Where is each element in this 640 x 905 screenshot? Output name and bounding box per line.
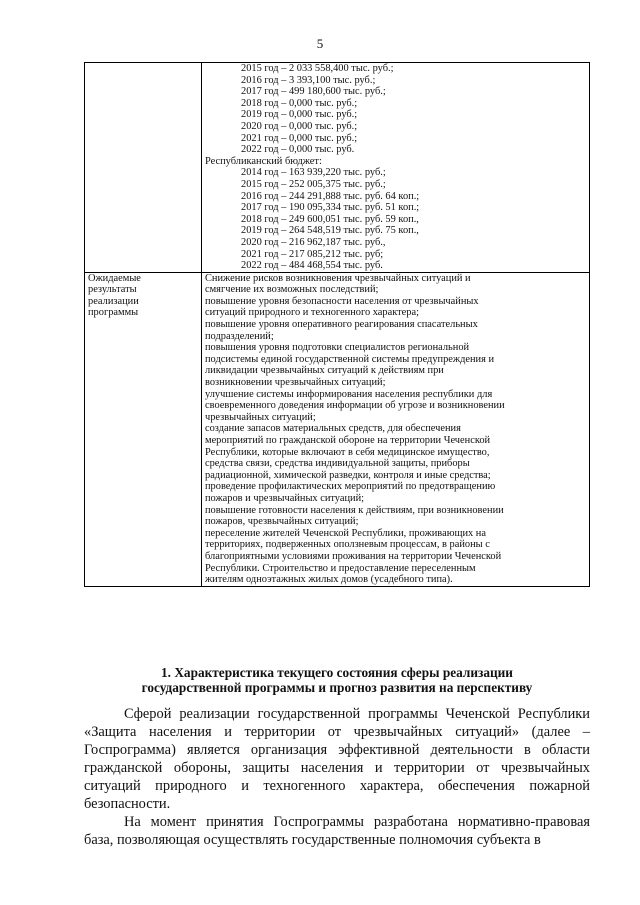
funding-line: 2018 год – 249 600,051 тыс. руб. 59 коп., — [241, 213, 419, 225]
funding-line: 2016 год – 244 291,888 тыс. руб. 64 коп.; — [241, 190, 420, 202]
funding-line: 2020 год – 216 962,187 тыс. руб., — [241, 236, 386, 248]
result-line: Снижение рисков возникновения чрезвычайных ситуаций и — [205, 272, 471, 284]
result-line: средства связи, средства индивидуальной защиты, приборы — [205, 458, 470, 470]
section-heading — [84, 665, 590, 695]
result-line: жителям одноэтажных жилых домов (усадебного типа). — [205, 574, 453, 586]
funding-line: 2021 год – 217 085,212 тыс. руб; — [241, 248, 384, 260]
result-line: возникновении чрезвычайных ситуаций; — [205, 377, 386, 389]
funding-line: 2015 год – 2 033 558,400 тыс. руб.; — [241, 63, 394, 74]
result-line: территориях, подверженных оползневым процессам, в районы с — [205, 539, 490, 551]
funding-line: 2020 год – 0,000 тыс. руб.; — [241, 120, 358, 132]
funding-line: 2015 год – 252 005,375 тыс. руб.; — [241, 178, 386, 190]
section-heading-line-1: 1. Характеристика текущего состояния сферы реализации — [161, 665, 513, 680]
funding-line: 2017 год – 190 095,334 тыс. руб. 51 коп.; — [241, 202, 420, 214]
result-line: ликвидации чрезвычайных ситуаций к действиям при — [205, 365, 444, 377]
label-line: программы — [88, 307, 139, 319]
result-line: улучшение системы информирования населения республики для — [205, 388, 493, 400]
funding-line: 2021 год – 0,000 тыс. руб.; — [241, 132, 358, 144]
body-text — [84, 705, 590, 849]
label-line: реализации — [88, 295, 139, 307]
funding-line: 2017 год – 499 180,600 тыс. руб.; — [241, 86, 386, 98]
result-line: подразделений; — [205, 330, 274, 342]
republic-funding-list — [205, 167, 586, 271]
funding-line: 2018 год – 0,000 тыс. руб.; — [241, 97, 358, 109]
result-line: Республики, которые включают в себя медицинское имущество, — [205, 446, 490, 458]
results-label-cell — [85, 272, 202, 586]
table-row-results — [85, 272, 590, 586]
results-value-cell — [202, 272, 590, 586]
table-row-funding — [85, 63, 590, 273]
funding-value-cell — [202, 63, 590, 273]
result-line: повышения уровня подготовки специалистов региональной — [205, 342, 470, 354]
result-line: Республики. Строительство и предоставление переселенным — [205, 562, 476, 574]
funding-line: 2019 год – 0,000 тыс. руб.; — [241, 109, 358, 121]
program-passport-table — [84, 62, 590, 587]
result-line: мероприятий по гражданской обороне на территории Чеченской — [205, 435, 491, 446]
funding-line: 2014 год – 163 939,220 тыс. руб.; — [241, 167, 386, 179]
result-line: переселение жителей Чеченской Республики, проживающих на — [205, 527, 486, 539]
label-line: Ожидаемые — [88, 272, 141, 284]
results-list — [205, 273, 586, 586]
republic-budget-heading: Республиканский бюджет: — [205, 155, 322, 167]
funding-line: 2016 год – 3 393,100 тыс. руб.; — [241, 74, 376, 86]
result-line: благоприятными условиями проживания на территории Чеченской — [205, 550, 502, 562]
funding-line: 2022 год – 484 468,554 тыс. руб. — [241, 260, 383, 272]
result-line: повышение уровня безопасности населения от чрезвычайных — [205, 295, 479, 307]
result-line: повышение уровня оперативного реагирования спасательных — [205, 319, 478, 331]
section-heading-line-2: государственной программы и прогноз развития на перспективу — [141, 680, 533, 695]
paragraph: На момент принятия Госпрограммы разработана нормативно-правовая база, позволяющая осуществлять государственные полномочия субъекта в — [84, 814, 590, 848]
label-line: результаты — [88, 284, 137, 296]
page-number: 5 — [316, 36, 324, 51]
result-line: повышение готовности населения к действиям, при возникновении — [205, 504, 504, 516]
funding-label-cell — [85, 63, 202, 273]
result-line: пожаров и чрезвычайных ситуаций; — [205, 492, 365, 504]
result-line: ситуаций природного и техногенного характера; — [205, 307, 419, 319]
result-line: радиационной, химической разведки, контроля и иные средства; — [205, 469, 491, 481]
funding-line: 2022 год – 0,000 тыс. руб. — [241, 144, 355, 156]
result-line: своевременного доведения информации об угрозе и возникновении — [205, 400, 505, 412]
result-line: чрезвычайных ситуаций; — [205, 411, 316, 423]
result-line: проведение профилактических мероприятий по предотвращению — [205, 481, 496, 493]
federal-funding-list — [205, 63, 586, 156]
result-line: подсистемы единой государственной системы предупреждения и — [205, 353, 495, 365]
funding-line: 2019 год – 264 548,519 тыс. руб. 75 коп., — [241, 225, 419, 237]
result-line: создание запасов материальных средств, для обеспечения — [205, 423, 461, 435]
result-line: пожаров, чрезвычайных ситуаций; — [205, 516, 359, 528]
results-label — [88, 273, 198, 319]
result-line: смягчение их возможных последствий; — [205, 284, 379, 296]
paragraph: Сферой реализации государственной программы Чеченской Республики «Защита населения и территории от чрезвычайных ситуаций» (далее – Госпрограмма) является организация эффективной деятельности в области гражданской обороны, защиты населения и территории от чрезвычайных ситуаций природного и техногенного характера, обеспечения пожарной безопасности. — [84, 706, 590, 812]
